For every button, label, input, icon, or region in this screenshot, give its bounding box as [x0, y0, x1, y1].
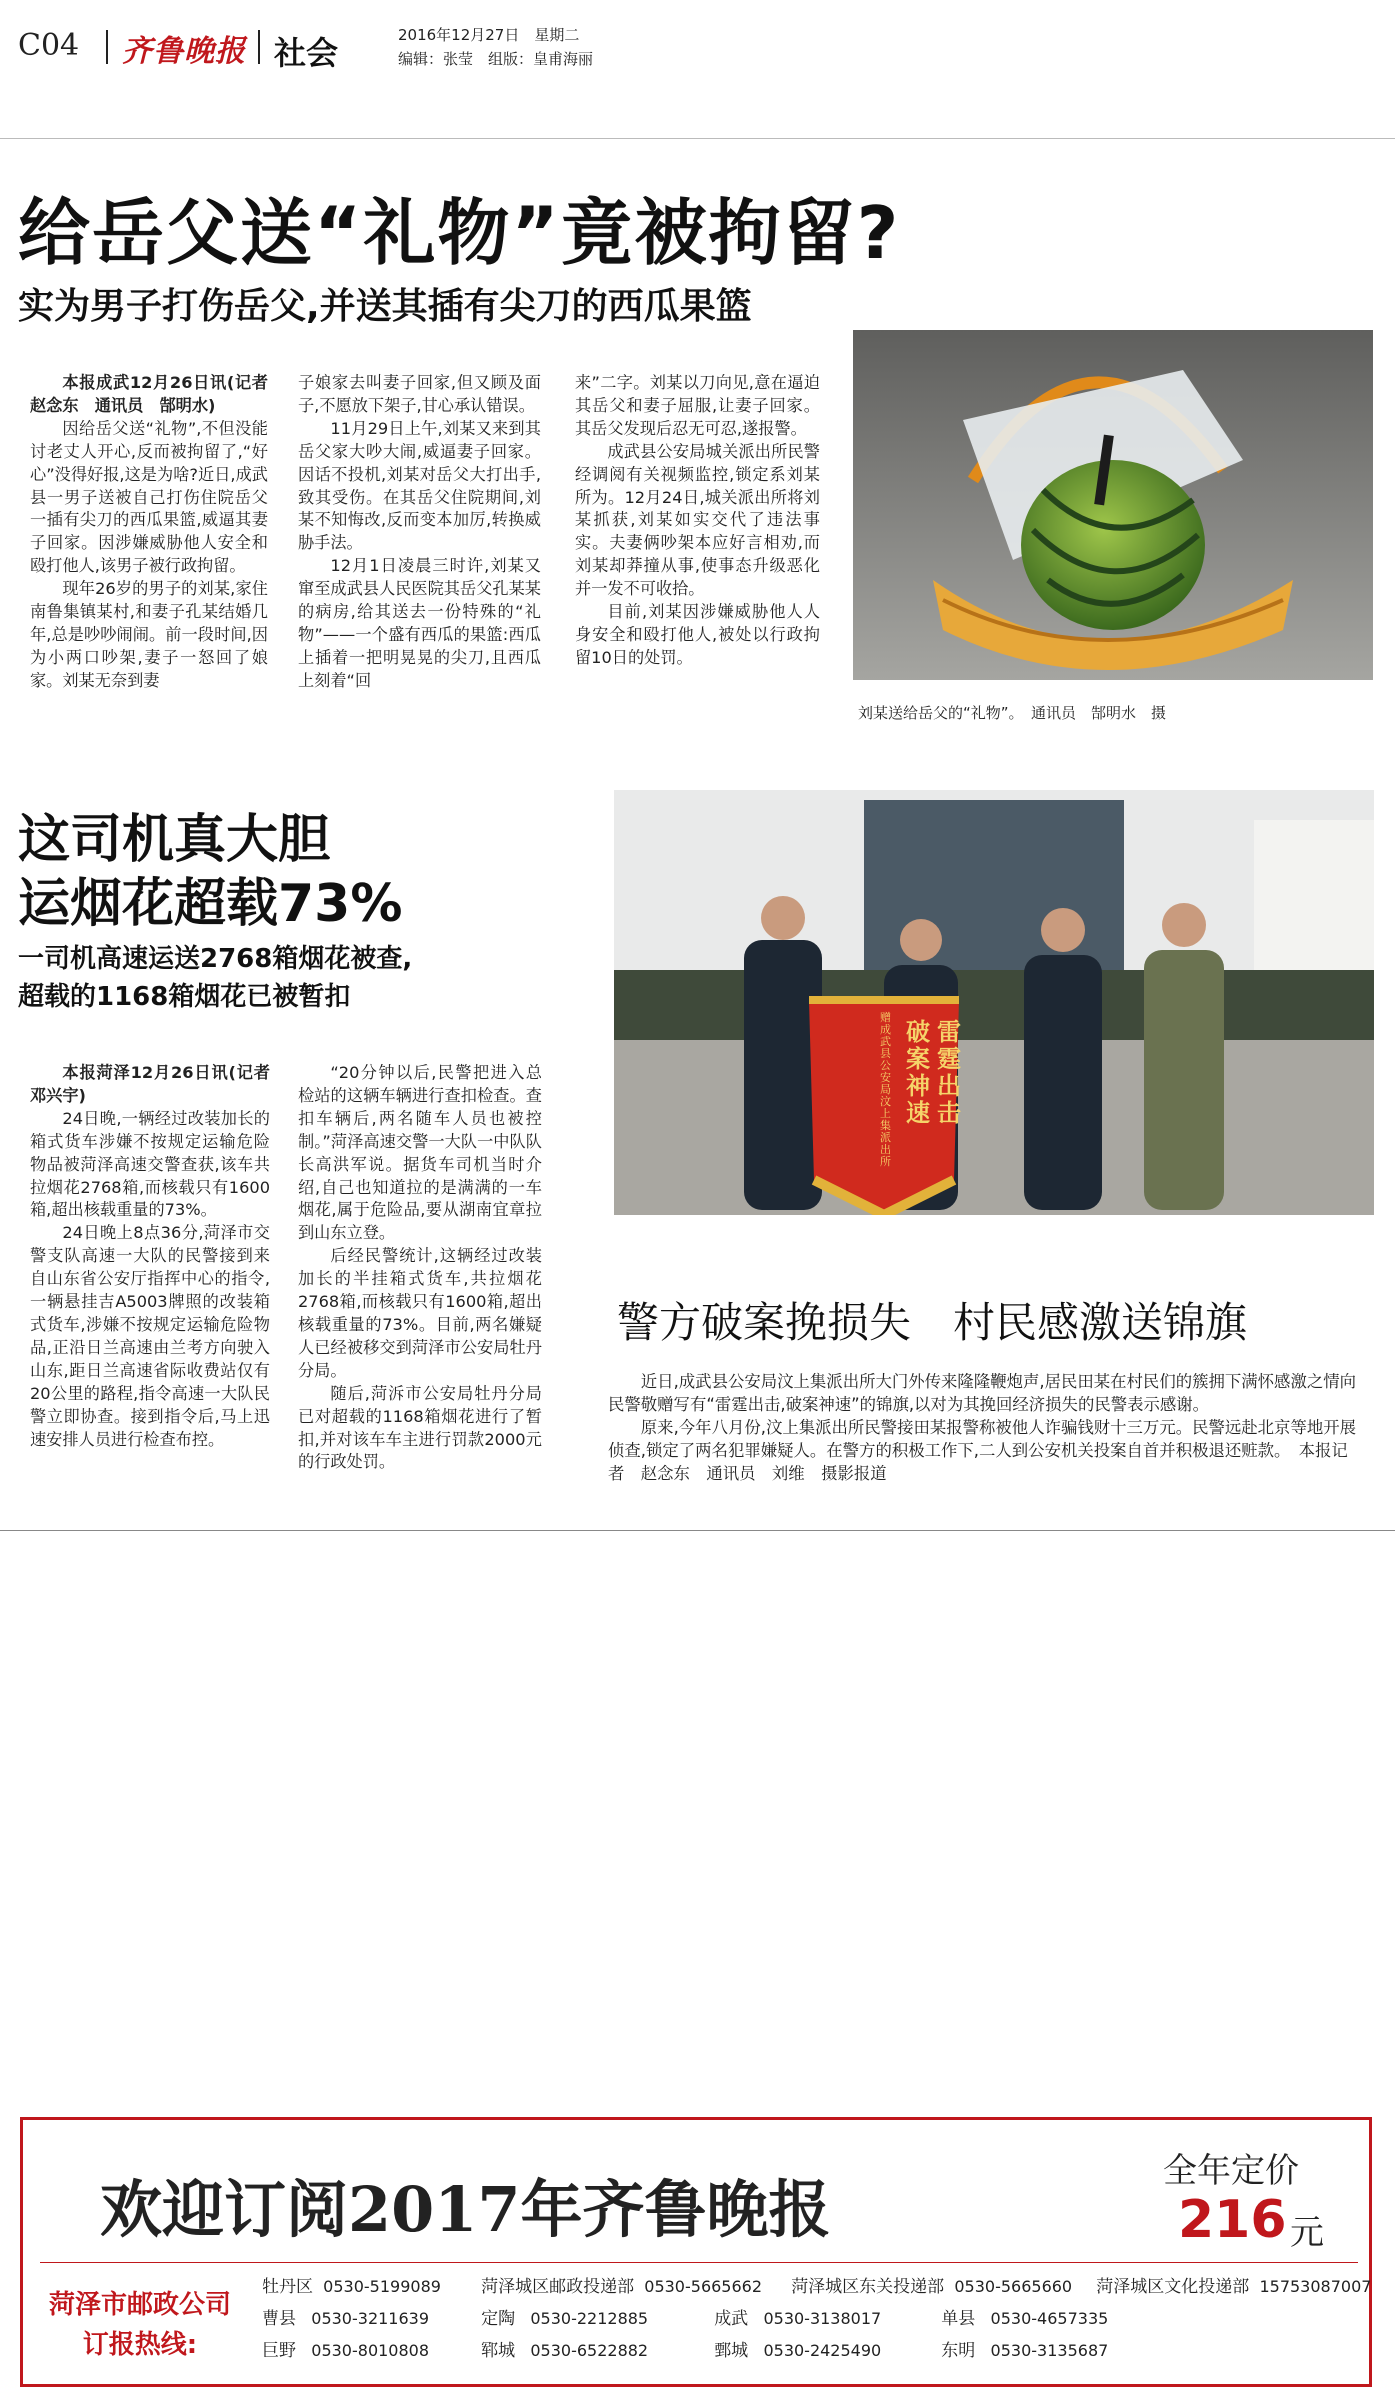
- article2-byline: 本报菏泽12月26日讯(记者 邓兴宇): [30, 1063, 287, 1105]
- banner-text-right: 雷霆出击: [937, 1017, 961, 1127]
- ad-divider: [40, 2262, 1358, 2263]
- article1-column-3: [575, 372, 820, 670]
- header-divider: [258, 30, 260, 64]
- article2-subheadline-line2: 超载的1168箱烟花已被暂扣: [18, 982, 351, 1012]
- newspaper-logo: 齐鲁晚报: [122, 34, 246, 69]
- paragraph: 24日晚上8点36分,菏泽市交警支队高速一大队的民警接到来自山东省公安厅指挥中心的指令,一辆悬挂吉A5003牌照的改装箱式货车,涉嫌不按规定运输危险物品,正沿日兰高速由兰考方向驶入山东,距日兰高速省际收费站仅有20公里的路程,指令高速一大队民警立即协查。接到指令后,马上迅速安排人员进行检查布控。: [30, 1223, 270, 1449]
- district: 成武: [714, 2309, 749, 2329]
- price-value: 216: [1178, 2190, 1287, 2250]
- post-company-hotline: 订报热线:: [82, 2330, 198, 2360]
- phone: 0530-6522882: [530, 2341, 649, 2360]
- article3-body: [608, 1370, 1360, 1485]
- district: 曹县: [262, 2309, 296, 2329]
- photo-illustration: [853, 330, 1373, 680]
- hotline-row-3: [262, 2336, 1108, 2361]
- banner-text-left: 破案神速: [906, 1017, 930, 1127]
- issue-date: 2016年12月27日 星期二: [398, 26, 580, 44]
- district: 郓城: [481, 2341, 516, 2361]
- phone: 0530-5199089: [323, 2277, 441, 2296]
- phone: 0530-5665660: [954, 2277, 1073, 2296]
- phone: 0530-3138017: [763, 2309, 882, 2328]
- district: 定陶: [481, 2309, 516, 2329]
- district: 菏泽城区东关投递部: [791, 2277, 945, 2297]
- paragraph: 来”二字。刘某以刀向见,意在逼迫其岳父和妻子屈服,让妻子回家。其岳父发现后忍无可忍,遂报警。: [575, 373, 820, 438]
- paragraph: 24日晚,一辆经过改装加长的箱式货车涉嫌不按规定运输危险物品被菏泽高速交警查获,该车共拉烟花2768箱,而核载只有1600箱,超出核载重量的73%。: [30, 1108, 270, 1220]
- article1-headline: 给岳父送“礼物”竟被拘留?: [18, 191, 901, 275]
- article2-subheadline-line1: 一司机高速运送2768箱烟花被查,: [18, 944, 413, 974]
- phone: 0530-3135687: [990, 2341, 1109, 2360]
- watermelon-basket-photo: [853, 330, 1373, 680]
- phone: 0530-2212885: [530, 2309, 649, 2328]
- article2-column-1: [30, 1062, 287, 1451]
- district: 巨野: [262, 2341, 296, 2361]
- district: 鄄城: [714, 2341, 749, 2361]
- paragraph: 近日,成武县公安局汶上集派出所大门外传来隆隆鞭炮声,居民田某在村民们的簇拥下满怀感激之情向民警敬赠写有“雷霆出击,破案神速”的锦旗,以对为其挽回经济损失的民警表示感谢。: [608, 1372, 1357, 1414]
- page-header: [18, 22, 1378, 72]
- article1-subheadline: 实为男子打伤岳父,并送其插有尖刀的西瓜果篮: [18, 286, 752, 327]
- phone: 0530-3211639: [311, 2309, 430, 2328]
- article2-headline-line1: 这司机真大胆: [18, 810, 331, 870]
- paragraph: 成武县公安局城关派出所民警经调阅有关视频监控,锁定系刘某所为。12月24日,城关派出所将刘某抓获,刘某如实交代了违法事实。夫妻俩吵架本应好言相劝,而刘某却莽撞从事,使事态升级恶化并一发不可收拾。: [575, 441, 820, 599]
- hotline-row-1: [262, 2272, 1371, 2297]
- phone: 0530-4657335: [990, 2309, 1109, 2328]
- photo-illustration: [614, 790, 1374, 1215]
- page-number: C04: [18, 28, 80, 63]
- article2-headline-line2: 运烟花超载73%: [18, 874, 403, 934]
- article1-byline: 本报成武12月26日讯(记者 赵念东 通讯员 郜明水): [30, 373, 285, 415]
- paragraph: 原来,今年八月份,汶上集派出所民警接田某报警称被他人诈骗钱财十三万元。民警远赴北京等地开展侦查,锁定了两名犯罪嫌疑人。在警方的积极工作下,二人到公安机关投案自首并积极退还赃款。 本报记者 赵念东 通讯员 刘维 摄影报道: [608, 1418, 1357, 1483]
- paragraph: “20分钟以后,民警把进入总检站的这辆车辆进行查扣检查。查扣车辆后,两名随车人员也被控制。”菏泽高速交警一大队一中队队长高洪军说。据货车司机当时介绍,自己也知道拉的是满满的一车烟花,属于危险品,要从湖南宜章拉到山东立登。: [298, 1063, 542, 1243]
- district: 单县: [941, 2309, 976, 2329]
- paragraph: 现年26岁的男子的刘某,家住南鲁集镇某村,和妻子孔某结婚几年,总是吵吵闹闹。前一段时间,因为小两口吵架,妻子一怒回了娘家。刘某无奈到妻: [30, 579, 268, 690]
- article1-column-2: [298, 372, 541, 693]
- article1-column-1: [30, 372, 285, 693]
- phone: 0530-5665662: [644, 2277, 763, 2296]
- content-end-rule: [0, 1530, 1395, 1531]
- editor-credit: 编辑：张莹 组版：皇甫海丽: [398, 50, 594, 68]
- price-label: 全年定价: [1163, 2151, 1299, 2191]
- header-divider: [106, 30, 108, 64]
- article2-subheadline: [18, 940, 412, 1016]
- article1-photo-caption: 刘某送给岳父的“礼物”。 通讯员 郜明水 摄: [858, 704, 1167, 722]
- banner-dedication: 赠成武县公安局汶上集派出所: [880, 1011, 891, 1168]
- phone: 0530-8010808: [311, 2341, 430, 2360]
- subscription-ad-title: 欢迎订阅2017年齐鲁晚报: [100, 2173, 831, 2246]
- section-name: 社会: [274, 34, 339, 72]
- police-banner-photo: [614, 790, 1374, 1215]
- paragraph: 随后,菏泝市公安局牡丹分局已对超载的1168箱烟花进行了暂扣,并对该车车主进行罚款2000元的行政处罚。: [298, 1383, 542, 1472]
- phone: 0530-2425490: [763, 2341, 882, 2360]
- paragraph: 11月29日上午,刘某又来到其岳父家大吵大闹,威逼妻子回家。因话不投机,刘某对岳父大打出手,致其受伤。在其岳父住院期间,刘某不知悔改,反而变本加厉,转换威胁手法。: [298, 418, 541, 553]
- district: 牡丹区: [262, 2277, 313, 2297]
- district: 东明: [941, 2341, 976, 2361]
- paragraph: 子娘家去叫妻子回家,但又顾及面子,不愿放下架子,甘心承认错误。: [298, 373, 541, 415]
- phone: 15753087007: [1259, 2277, 1372, 2296]
- article2-headline: [18, 808, 402, 936]
- price-unit: 元: [1290, 2213, 1324, 2253]
- district: 菏泽城区邮政投递部: [481, 2277, 635, 2297]
- post-company-name: 菏泽市邮政公司: [48, 2290, 231, 2320]
- article3-headline: 警方破案挽损失 村民感激送锦旗: [617, 1298, 1248, 1347]
- paragraph: 后经民警统计,这辆经过改装加长的半挂箱式货车,共拉烟花2768箱,而核载只有1600箱,超出核载重量的73%。目前,两名嫌疑人已经被移交到菏泽市公安局牡丹分局。: [298, 1246, 542, 1380]
- paragraph: 目前,刘某因涉嫌威胁他人人身安全和殴打他人,被处以行政拘留10日的处罚。: [575, 602, 820, 667]
- district: 菏泽城区文化投递部: [1096, 2277, 1250, 2297]
- header-rule: [0, 138, 1395, 139]
- article2-column-2: [298, 1062, 542, 1474]
- post-company: [40, 2285, 240, 2365]
- paragraph: 12月1日凌晨三时许,刘某又窜至成武县人民医院其岳父孔某某的病房,给其送去一份特殊的“礼物”——一个盛有西瓜的果篮:西瓜上插着一把明晃晃的尖刀,且西瓜上刻着“回: [298, 556, 541, 690]
- paragraph: 因给岳父送“礼物”,不但没能讨老丈人开心,反而被拘留了,“好心”没得好报,这是为啥?近日,成武县一男子送被自己打伤住院岳父一插有尖刀的西瓜果篮,威逼其妻子回家。因涉嫌威胁他人安全和殴打他人,该男子被行政拘留。: [30, 418, 268, 576]
- hotline-row-2: [262, 2304, 1108, 2329]
